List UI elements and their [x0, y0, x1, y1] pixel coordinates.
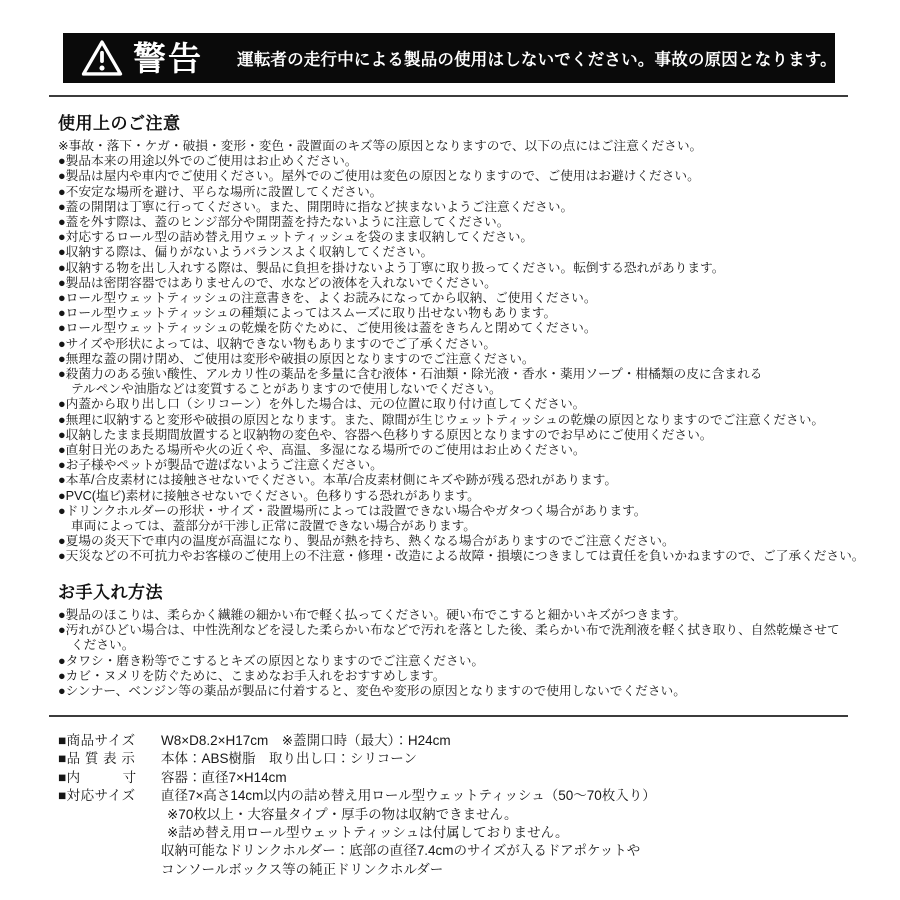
usage-notice-item: ●天災などの不可抗力やお客様のご使用上の不注意・修理・改造による故障・損壊につきましては責任を負いかねますので、ご了承ください。 [58, 549, 865, 564]
usage-notice-item: ※事故・落下・ケガ・破損・変形・変色・設置面のキズ等の原因となりますので、以下の点にはご注意ください。 [58, 139, 703, 153]
spec-row [58, 750, 858, 768]
usage-notice-item: ●お子様やペットが製品で遊ばないようご注意ください。 [58, 458, 383, 473]
usage-notice-item: ●夏場の炎天下で車内の温度が高温になり、製品が熱を持ち、熱くなる場合がありますのでご注意ください。 [58, 534, 675, 549]
spec-row [58, 806, 858, 824]
usage-notice-item: ●ドリンクホルダーの形状・サイズ・設置場所によっては設置できない場合やガタつく場合があります。 [58, 503, 647, 518]
usage-notice-item: ●無理な蓋の開け閉め、ご使用は変形や破損の原因となりますのでご注意ください。 [58, 351, 535, 366]
divider-bottom [49, 715, 848, 717]
spec-value: 容器：直径7×H14cm [161, 769, 287, 785]
spec-label [58, 824, 161, 842]
usage-notice-item: ●ロール型ウェットティッシュの注意書きを、よくお読みになってから収納、ご使用ください。 [58, 291, 597, 306]
spec-value: 本体：ABS樹脂 取り出し口：シリコーン [161, 751, 417, 767]
usage-notice-item: ●収納したまま長期間放置すると収納物の変色や、容器へ色移りする原因となりますのでお早めにご使用ください。 [58, 427, 713, 442]
care-notice-list [58, 608, 868, 699]
spec-row [58, 769, 858, 787]
care-notice-item: ●タワシ・磨き粉等でこするとキズの原因となりますのでご注意ください。 [58, 653, 485, 668]
spec-label: ■内 寸 [58, 769, 137, 785]
usage-notice-item: ●直射日光のあたる場所や火の近くや、高温、多湿になる場所でのご使用はお止めください。 [58, 443, 586, 458]
care-notice-item: ●シンナー、ベンジン等の薬品が製品に付着すると、変色や変形の原因となりますので使用しないでください。 [58, 684, 686, 699]
spec-label: ■対応サイズ [58, 788, 136, 804]
usage-notice-item: ●サイズや形状によっては、収納できない物もありますのでご了承ください。 [58, 336, 497, 351]
spec-row [58, 787, 858, 805]
usage-section-heading: 使用上のご注意 [58, 114, 181, 133]
warning-triangle-icon [81, 39, 123, 77]
care-notice-item: ●カビ・ヌメリを防ぐために、こまめなお手入れをおすすめします。 [58, 668, 446, 683]
warning-title: 警告 [133, 39, 203, 77]
usage-notice-item: ●蓋を外す際は、蓋のヒンジ部分や開閉蓋を持たないように注意してください。 [58, 215, 510, 230]
care-notice-item: ●製品のほこりは、柔らかく繊維の細かい布で軽く払ってください。硬い布でこすると細かいキズがつきます。 [58, 608, 687, 622]
spec-label: ■商品サイズ [58, 733, 136, 748]
divider-top [49, 95, 848, 97]
care-section-heading: お手入れ方法 [58, 583, 163, 602]
spec-row [58, 732, 858, 750]
usage-notice-item: ●製品は密閉容器ではありませんので、水などの液体を入れないでください。 [58, 275, 497, 290]
usage-notice-item: ●製品本来の用途以外でのご使用はお止めください。 [58, 154, 358, 169]
usage-notice-item: ●収納する物を出し入れする際は、製品に負担を掛けないよう丁寧に取り扱ってください。転倒する恐れがあります。 [58, 260, 725, 275]
spec-row [58, 861, 858, 879]
usage-notice-item: ●殺菌力のある強い酸性、アルカリ性の薬品を多量に含む液体・石油類・除光液・香水・薬用ソープ・柑橘類の皮に含まれる [58, 367, 763, 382]
usage-notice-item: ●対応するロール型の詰め替え用ウェットティッシュを袋のまま収納してください。 [58, 230, 534, 245]
spec-value: 直径7×高さ14cm以内の詰め替え用ロール型ウェットティッシュ（50～70枚入り） [161, 788, 656, 804]
spec-value: ※詰め替え用ロール型ウェットティッシュは付属しておりません。 [167, 825, 569, 841]
spec-value: コンソールボックス等の純正ドリンクホルダー [161, 861, 444, 877]
usage-notice-item: ●無理に収納すると変形や破損の原因となります。また、隙間が生じウェットティッシュの乾燥の原因となりますのでご注意ください。 [58, 412, 825, 427]
usage-notice-item: ●本革/合皮素材には接触させないでください。本革/合皮素材側にキズや跡が残る恐れがあります。 [58, 473, 618, 488]
spec-label [58, 806, 161, 824]
usage-notice-item: テルペンや油脂などは変質することがありますので使用しないでください。 [71, 382, 502, 397]
usage-notice-item: ●ロール型ウェットティッシュの種類によってはスムーズに取り出せない物もあります。 [58, 306, 557, 321]
warning-banner [63, 33, 835, 83]
usage-notice-item: ●収納する際は、偏りがないようバランスよく収納してください。 [58, 245, 434, 260]
usage-notice-item: 車両によっては、蓋部分が干渉し正常に設置できない場合があります。 [71, 519, 476, 534]
usage-notice-item: ●製品は屋内や車内でご使用ください。屋外でのご使用は変色の原因となりますので、ご使用はお避けください。 [58, 169, 700, 184]
spec-label [58, 842, 161, 860]
usage-notice-item: ●PVC(塩ビ)素材に接触させないでください。色移りする恐れがあります。 [58, 488, 480, 503]
spec-row [58, 824, 858, 842]
spec-value: ※70枚以上・大容量タイプ・厚手の物は収納できません。 [167, 806, 518, 822]
usage-notice-item: ●不安定な場所を避け、平らな場所に設置してください。 [58, 184, 383, 199]
usage-notice-list [58, 139, 868, 565]
spec-label [58, 861, 161, 879]
spec-label: ■品 質 表 示 [58, 751, 136, 767]
care-notice-item: ●汚れがひどい場合は、中性洗剤などを浸した柔らかい布などで汚れを落とした後、柔らかい布で洗剤液を軽く拭き取り、自然乾燥させて [58, 623, 840, 638]
usage-notice-item: ●内蓋から取り出し口（シリコーン）を外した場合は、元の位置に取り付け直してください。 [58, 397, 586, 412]
usage-notice-item: ●蓋の開閉は丁寧に行ってください。また、開閉時に指など挟まないようご注意ください。 [58, 199, 574, 214]
spec-table [58, 732, 858, 879]
spec-row [58, 842, 858, 860]
spec-value: W8×D8.2×H17cm ※蓋開口時（最大）：H24cm [161, 733, 451, 748]
care-notice-item: ください。 [71, 638, 135, 653]
spec-value: 収納可能なドリンクホルダー：底部の直径7.4cmのサイズが入るドアポケットや [161, 843, 641, 859]
warning-message: 運転者の走行中による製品の使用はしないでください。事故の原因となります。 [237, 51, 837, 69]
usage-notice-item: ●ロール型ウェットティッシュの乾燥を防ぐために、ご使用後は蓋をきちんと閉めてください。 [58, 321, 597, 336]
